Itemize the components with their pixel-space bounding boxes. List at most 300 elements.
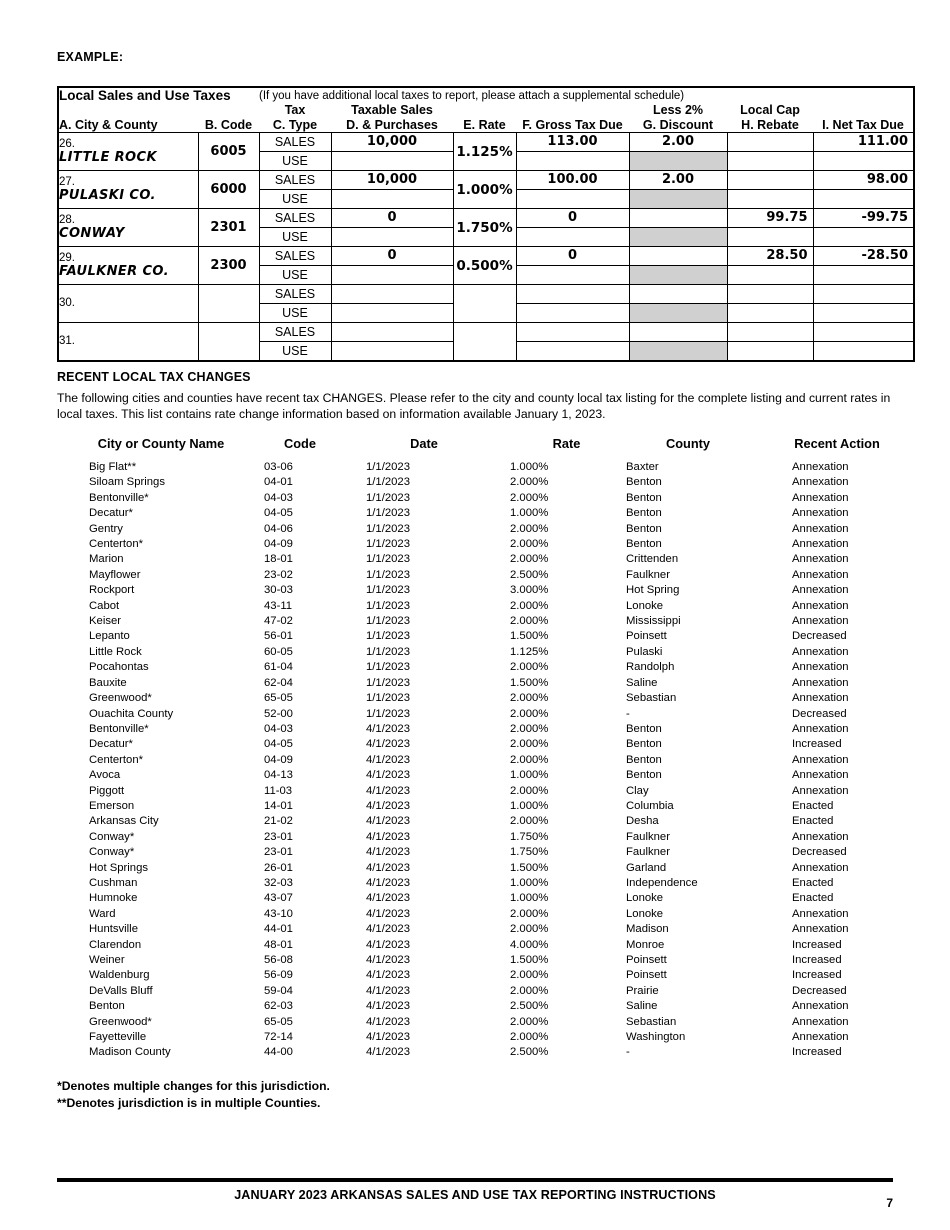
cell-recent-action: Annexation xyxy=(792,615,849,628)
cell-date: 1/1/2023 xyxy=(366,553,410,566)
cell-recent-action: Enacted xyxy=(792,815,834,828)
entry-type-sales: SALES xyxy=(259,209,331,228)
col-header-spacer-f xyxy=(516,103,629,118)
entry-sales-net-tax[interactable] xyxy=(813,323,914,342)
cell-city-county-name: Siloam Springs xyxy=(89,476,165,489)
cell-city-county-name: Little Rock xyxy=(89,645,142,658)
entry-code[interactable]: 2301 xyxy=(198,209,259,247)
cell-code: 04-09 xyxy=(264,753,293,766)
cell-date: 4/1/2023 xyxy=(366,1015,410,1028)
cell-recent-action: Enacted xyxy=(792,876,834,889)
table-row xyxy=(58,171,914,190)
table-row xyxy=(57,938,897,953)
cell-city-county-name: Emerson xyxy=(89,799,135,812)
entry-sales-net-tax[interactable] xyxy=(813,285,914,304)
entry-use-gross-tax[interactable] xyxy=(516,190,629,209)
table-row xyxy=(57,753,897,768)
entry-use-gross-tax[interactable] xyxy=(516,266,629,285)
cell-date: 4/1/2023 xyxy=(366,846,410,859)
recent-tax-changes-table xyxy=(57,436,897,1061)
table-row xyxy=(57,861,897,876)
cell-county: Poinsett xyxy=(626,969,667,982)
entry-use-discount-disabled xyxy=(629,266,727,285)
entry-use-net-tax[interactable] xyxy=(813,152,914,171)
entry-sales-net-tax[interactable]: 98.00 xyxy=(813,171,914,190)
table-row xyxy=(57,876,897,891)
entry-use-rebate[interactable] xyxy=(727,190,813,209)
cell-city-county-name: Humnoke xyxy=(89,892,138,905)
col-header-name: City or County Name xyxy=(97,436,225,451)
entry-code[interactable]: 6000 xyxy=(198,171,259,209)
entry-use-gross-tax[interactable] xyxy=(516,342,629,362)
entry-sales-taxable[interactable]: 10,000 xyxy=(331,171,453,190)
table-row xyxy=(57,491,897,506)
cell-city-county-name: Greenwood* xyxy=(89,1015,152,1028)
entry-use-net-tax[interactable] xyxy=(813,342,914,362)
cell-rate: 2.000% xyxy=(510,476,549,489)
cell-date: 1/1/2023 xyxy=(366,615,410,628)
table-row xyxy=(57,968,897,983)
cell-county: Benton xyxy=(626,769,662,782)
entry-sales-net-tax[interactable]: -99.75 xyxy=(813,209,914,228)
cell-recent-action: Annexation xyxy=(792,645,849,658)
cell-recent-action: Annexation xyxy=(792,753,849,766)
footnote-double-star: **Denotes jurisdiction is in multiple Counties. xyxy=(57,1096,321,1111)
col-header-tax: Tax xyxy=(284,103,306,117)
entry-type-sales: SALES xyxy=(259,247,331,266)
cell-county: Saline xyxy=(626,1000,658,1013)
entry-use-taxable[interactable] xyxy=(331,190,453,209)
col-header-e-rate: E. Rate xyxy=(453,118,516,133)
table-row xyxy=(57,814,897,829)
entry-use-gross-tax[interactable] xyxy=(516,152,629,171)
entry-sales-gross-tax[interactable] xyxy=(516,285,629,304)
entry-use-net-tax[interactable] xyxy=(813,266,914,285)
cell-recent-action: Annexation xyxy=(792,692,849,705)
cell-recent-action: Decreased xyxy=(792,630,847,643)
cell-date: 1/1/2023 xyxy=(366,645,410,658)
cell-date: 4/1/2023 xyxy=(366,799,410,812)
entry-sales-gross-tax[interactable] xyxy=(516,323,629,342)
table-row xyxy=(57,660,897,675)
entry-line-number: 29. xyxy=(59,251,75,264)
cell-rate: 2.000% xyxy=(510,661,549,674)
cell-recent-action: Annexation xyxy=(792,923,849,936)
cell-date: 4/1/2023 xyxy=(366,830,410,843)
cell-recent-action: Annexation xyxy=(792,599,849,612)
table-row xyxy=(57,999,897,1014)
entry-sales-gross-tax[interactable]: 0 xyxy=(516,247,629,266)
cell-code: 56-09 xyxy=(264,969,293,982)
cell-date: 4/1/2023 xyxy=(366,815,410,828)
cell-code: 26-01 xyxy=(264,861,293,874)
table-row xyxy=(57,583,897,598)
cell-date: 4/1/2023 xyxy=(366,722,410,735)
cell-city-county-name: Bentonville* xyxy=(89,722,149,735)
cell-county: Benton xyxy=(626,522,662,535)
cell-rate: 2.000% xyxy=(510,692,549,705)
entry-sales-taxable[interactable] xyxy=(331,323,453,342)
table-row xyxy=(57,614,897,629)
entry-line-number: 28. xyxy=(59,213,75,226)
cell-city-county-name: Clarendon xyxy=(89,938,142,951)
cell-recent-action: Decreased xyxy=(792,707,847,720)
col-header-d-purchases: D. & Purchases xyxy=(331,118,453,133)
entry-type-use: USE xyxy=(259,228,331,247)
cell-county: Sebastian xyxy=(626,1015,677,1028)
cell-county: Desha xyxy=(626,815,659,828)
cell-recent-action: Annexation xyxy=(792,769,849,782)
table-row xyxy=(57,1030,897,1045)
cell-code: 56-01 xyxy=(264,630,293,643)
cell-date: 4/1/2023 xyxy=(366,738,410,751)
entry-jurisdiction-cell[interactable] xyxy=(58,171,198,209)
cell-city-county-name: Cabot xyxy=(89,599,120,612)
entry-code[interactable]: 2300 xyxy=(198,247,259,285)
cell-date: 1/1/2023 xyxy=(366,538,410,551)
entry-use-discount-disabled xyxy=(629,228,727,247)
cell-county: Columbia xyxy=(626,799,674,812)
cell-county: Mississippi xyxy=(626,615,681,628)
entry-rate[interactable]: 0.500% xyxy=(453,247,516,285)
entry-jurisdiction-cell[interactable] xyxy=(58,133,198,171)
entry-use-taxable[interactable] xyxy=(331,342,453,362)
cell-recent-action: Annexation xyxy=(792,522,849,535)
entry-use-discount-disabled xyxy=(629,190,727,209)
cell-recent-action: Annexation xyxy=(792,1000,849,1013)
col-header-spacer-a xyxy=(58,103,198,118)
col-header-a-city-county: A. City & County xyxy=(58,118,198,133)
entry-sales-gross-tax[interactable]: 100.00 xyxy=(516,171,629,190)
cell-county: Madison xyxy=(626,923,669,936)
cell-date: 4/1/2023 xyxy=(366,969,410,982)
cell-code: 21-02 xyxy=(264,815,293,828)
cell-city-county-name: Arkansas City xyxy=(89,815,159,828)
col-header-spacer-e xyxy=(453,103,516,118)
entry-sales-net-tax[interactable]: 111.00 xyxy=(813,133,914,152)
table-row xyxy=(57,676,897,691)
table-row xyxy=(57,629,897,644)
entry-use-net-tax[interactable] xyxy=(813,190,914,209)
entry-sales-rebate[interactable] xyxy=(727,285,813,304)
cell-city-county-name: Centerton* xyxy=(89,753,144,766)
col-header-b-code: B. Code xyxy=(198,118,259,133)
entry-sales-discount[interactable] xyxy=(629,323,727,342)
entry-line-number: 30. xyxy=(59,297,75,310)
cell-county: Garland xyxy=(626,861,667,874)
cell-recent-action: Annexation xyxy=(792,1015,849,1028)
table-row xyxy=(57,953,897,968)
cell-county: Clay xyxy=(626,784,649,797)
cell-code: 56-08 xyxy=(264,954,293,966)
cell-recent-action: Increased xyxy=(792,954,842,966)
entry-use-gross-tax[interactable] xyxy=(516,304,629,323)
cell-rate: 1.500% xyxy=(510,954,549,966)
cell-date: 1/1/2023 xyxy=(366,476,410,489)
cell-rate: 2.000% xyxy=(510,923,549,936)
entry-sales-rebate[interactable] xyxy=(727,323,813,342)
cell-rate: 2.000% xyxy=(510,1031,549,1044)
cell-city-county-name: Conway* xyxy=(89,846,135,859)
cell-recent-action: Annexation xyxy=(792,676,849,689)
entry-use-rebate[interactable] xyxy=(727,342,813,362)
cell-recent-action: Annexation xyxy=(792,507,849,520)
col-header-less-2pct: Less 2% xyxy=(652,103,704,117)
cell-county: Benton xyxy=(626,738,662,751)
cell-date: 4/1/2023 xyxy=(366,861,410,874)
entry-sales-rebate[interactable]: 28.50 xyxy=(727,247,813,266)
cell-recent-action: Increased xyxy=(792,1046,842,1059)
changes-header-row xyxy=(57,436,897,460)
cell-recent-action: Annexation xyxy=(792,584,849,597)
cell-rate: 1.000% xyxy=(510,892,549,905)
entry-type-use: USE xyxy=(259,304,331,323)
cell-code: 44-01 xyxy=(264,923,293,936)
entry-code[interactable] xyxy=(198,285,259,323)
entry-use-rebate[interactable] xyxy=(727,228,813,247)
cell-recent-action: Decreased xyxy=(792,984,847,997)
cell-rate: 2.000% xyxy=(510,722,549,735)
table-row xyxy=(57,722,897,737)
cell-code: 62-03 xyxy=(264,1000,293,1013)
entry-sales-rebate[interactable]: 99.75 xyxy=(727,209,813,228)
col-header-code: Code xyxy=(284,436,316,451)
entry-rate[interactable] xyxy=(453,285,516,323)
cell-date: 4/1/2023 xyxy=(366,1046,410,1059)
table-row xyxy=(57,907,897,922)
entry-sales-taxable[interactable]: 0 xyxy=(331,209,453,228)
entry-sales-discount[interactable]: 2.00 xyxy=(629,133,727,152)
cell-date: 1/1/2023 xyxy=(366,707,410,720)
col-header-county: County xyxy=(665,436,711,451)
cell-county: Benton xyxy=(626,491,662,504)
col-header-rate: Rate xyxy=(552,436,581,451)
cell-date: 4/1/2023 xyxy=(366,784,410,797)
entry-code[interactable]: 6005 xyxy=(198,133,259,171)
cell-date: 4/1/2023 xyxy=(366,769,410,782)
cell-recent-action: Annexation xyxy=(792,907,849,920)
cell-code: 11-03 xyxy=(264,784,293,797)
cell-county: - xyxy=(626,707,630,720)
cell-rate: 2.000% xyxy=(510,969,549,982)
cell-code: 43-11 xyxy=(264,599,293,612)
recent-local-tax-changes-title: RECENT LOCAL TAX CHANGES xyxy=(57,370,251,384)
cell-rate: 2.000% xyxy=(510,599,549,612)
cell-recent-action: Annexation xyxy=(792,538,849,551)
entry-use-net-tax[interactable] xyxy=(813,228,914,247)
cell-rate: 2.000% xyxy=(510,984,549,997)
cell-county: Lonoke xyxy=(626,892,664,905)
entry-sales-net-tax[interactable]: -28.50 xyxy=(813,247,914,266)
col-header-i-net-tax-due: I. Net Tax Due xyxy=(813,118,914,133)
entry-sales-taxable[interactable]: 0 xyxy=(331,247,453,266)
col-header-c-type: C. Type xyxy=(259,118,331,133)
cell-code: 23-01 xyxy=(264,846,293,859)
changes-table-head xyxy=(57,436,897,460)
entry-sales-discount[interactable]: 2.00 xyxy=(629,171,727,190)
table-row xyxy=(57,707,897,722)
cell-county: Saline xyxy=(626,676,658,689)
cell-rate: 2.500% xyxy=(510,568,549,581)
cell-county: Hot Spring xyxy=(626,584,680,597)
cell-county: Independence xyxy=(626,876,698,889)
cell-city-county-name: Gentry xyxy=(89,522,123,535)
entry-jurisdiction-cell[interactable] xyxy=(58,247,198,285)
entry-jurisdiction-cell[interactable] xyxy=(58,209,198,247)
cell-code: 43-10 xyxy=(264,907,293,920)
cell-rate: 2.000% xyxy=(510,615,549,628)
cell-date: 1/1/2023 xyxy=(366,599,410,612)
page-number: 7 xyxy=(886,1196,893,1210)
cell-county: Pulaski xyxy=(626,645,663,658)
entry-sales-gross-tax[interactable]: 0 xyxy=(516,209,629,228)
cell-county: Sebastian xyxy=(626,692,677,705)
entry-type-sales: SALES xyxy=(259,323,331,342)
entry-code[interactable] xyxy=(198,323,259,362)
table-row xyxy=(57,475,897,490)
cell-code: 59-04 xyxy=(264,984,293,997)
footer-divider xyxy=(57,1178,893,1182)
cell-rate: 1.000% xyxy=(510,876,549,889)
entry-rate[interactable]: 1.125% xyxy=(453,133,516,171)
entry-use-taxable[interactable] xyxy=(331,152,453,171)
cell-recent-action: Annexation xyxy=(792,661,849,674)
table-row xyxy=(58,209,914,228)
cell-rate: 1.000% xyxy=(510,507,549,520)
entry-sales-discount[interactable] xyxy=(629,209,727,228)
recent-tax-changes-table-wrap xyxy=(57,436,897,1061)
entry-type-sales: SALES xyxy=(259,133,331,152)
entry-use-rebate[interactable] xyxy=(727,266,813,285)
cell-code: 65-05 xyxy=(264,1015,293,1028)
cell-county: Prairie xyxy=(626,984,659,997)
table-row xyxy=(57,799,897,814)
cell-city-county-name: Pocahontas xyxy=(89,661,149,674)
cell-rate: 1.000% xyxy=(510,461,549,473)
cell-recent-action: Annexation xyxy=(792,1031,849,1044)
entry-type-sales: SALES xyxy=(259,285,331,304)
table-row xyxy=(57,537,897,552)
recent-local-tax-changes-body: The following cities and counties have recent tax CHANGES. Please refer to the city and county local tax listing for the complete listing and current rates in local taxes. This list contains rate change information based on information available January 1, 2023. xyxy=(57,391,891,422)
cell-date: 4/1/2023 xyxy=(366,938,410,951)
entry-sales-rebate[interactable] xyxy=(727,171,813,190)
cell-county: Benton xyxy=(626,507,662,520)
entry-use-net-tax[interactable] xyxy=(813,304,914,323)
cell-rate: 1.500% xyxy=(510,676,549,689)
entry-rate[interactable] xyxy=(453,323,516,362)
cell-county: Faulkner xyxy=(626,830,670,843)
entry-rate[interactable]: 1.000% xyxy=(453,171,516,209)
table-row xyxy=(57,506,897,521)
entry-sales-taxable[interactable]: 10,000 xyxy=(331,133,453,152)
entry-use-taxable[interactable] xyxy=(331,266,453,285)
entry-use-taxable[interactable] xyxy=(331,228,453,247)
entry-sales-discount[interactable] xyxy=(629,285,727,304)
cell-date: 1/1/2023 xyxy=(366,676,410,689)
cell-city-county-name: Lepanto xyxy=(89,630,130,643)
cell-rate: 1.750% xyxy=(510,830,549,843)
footnotes xyxy=(57,1078,330,1113)
cell-city-county-name: Keiser xyxy=(89,615,122,628)
cell-county: Randolph xyxy=(626,661,675,674)
entry-sales-gross-tax[interactable]: 113.00 xyxy=(516,133,629,152)
entry-use-gross-tax[interactable] xyxy=(516,228,629,247)
table-row xyxy=(57,845,897,860)
cell-city-county-name: Bauxite xyxy=(89,676,127,689)
cell-city-county-name: Benton xyxy=(89,1000,125,1013)
table-row xyxy=(57,784,897,799)
cell-date: 1/1/2023 xyxy=(366,584,410,597)
col-header-date: Date xyxy=(410,436,438,451)
table-row xyxy=(57,768,897,783)
entry-use-rebate[interactable] xyxy=(727,304,813,323)
cell-rate: 2.000% xyxy=(510,522,549,535)
cell-date: 1/1/2023 xyxy=(366,507,410,520)
entry-sales-discount[interactable] xyxy=(629,247,727,266)
entry-jurisdiction-cell[interactable] xyxy=(58,285,198,323)
cell-code: 04-01 xyxy=(264,476,293,489)
cell-rate: 3.000% xyxy=(510,584,549,597)
table-row xyxy=(57,552,897,567)
entry-use-rebate[interactable] xyxy=(727,152,813,171)
entry-sales-rebate[interactable] xyxy=(727,133,813,152)
col-header-g-discount: G. Discount xyxy=(629,118,727,133)
cell-code: 04-03 xyxy=(264,491,293,504)
cell-city-county-name: Ward xyxy=(89,907,116,920)
entry-use-taxable[interactable] xyxy=(331,304,453,323)
cell-rate: 1.000% xyxy=(510,769,549,782)
cell-rate: 1.500% xyxy=(510,630,549,643)
cell-rate: 2.000% xyxy=(510,815,549,828)
cell-code: 18-01 xyxy=(264,553,293,566)
cell-code: 44-00 xyxy=(264,1046,293,1059)
cell-city-county-name: Weiner xyxy=(89,954,125,966)
cell-city-county-name: Ouachita County xyxy=(89,707,174,720)
cell-recent-action: Increased xyxy=(792,738,842,751)
table-row xyxy=(57,1015,897,1030)
cell-county: Lonoke xyxy=(626,599,664,612)
cell-code: 48-01 xyxy=(264,938,293,951)
form-title-row xyxy=(58,87,914,103)
entry-jurisdiction-cell[interactable] xyxy=(58,323,198,362)
cell-county: Benton xyxy=(626,538,662,551)
cell-code: 52-00 xyxy=(264,707,293,720)
table-row xyxy=(58,247,914,266)
entry-jurisdiction-name: PULASKI CO. xyxy=(59,187,156,203)
form-table-note: (If you have additional local taxes to report, please attach a supplemental schedule) xyxy=(259,89,685,102)
col-header-spacer-b xyxy=(198,103,259,118)
cell-rate: 4.000% xyxy=(510,938,549,951)
cell-county: Benton xyxy=(626,476,662,489)
entry-type-use: USE xyxy=(259,190,331,209)
cell-date: 1/1/2023 xyxy=(366,461,410,473)
cell-recent-action: Annexation xyxy=(792,476,849,489)
col-header-action: Recent Action xyxy=(794,436,880,451)
entry-use-discount-disabled xyxy=(629,342,727,362)
entry-type-use: USE xyxy=(259,152,331,171)
table-row xyxy=(58,323,914,342)
entry-rate[interactable]: 1.750% xyxy=(453,209,516,247)
entry-sales-taxable[interactable] xyxy=(331,285,453,304)
table-row xyxy=(57,568,897,583)
cell-city-county-name: Centerton* xyxy=(89,538,144,551)
cell-rate: 2.000% xyxy=(510,491,549,504)
cell-code: 23-01 xyxy=(264,830,293,843)
cell-code: 30-03 xyxy=(264,584,293,597)
entry-use-discount-disabled xyxy=(629,152,727,171)
entry-jurisdiction-name: FAULKNER CO. xyxy=(59,263,169,279)
table-row xyxy=(57,522,897,537)
